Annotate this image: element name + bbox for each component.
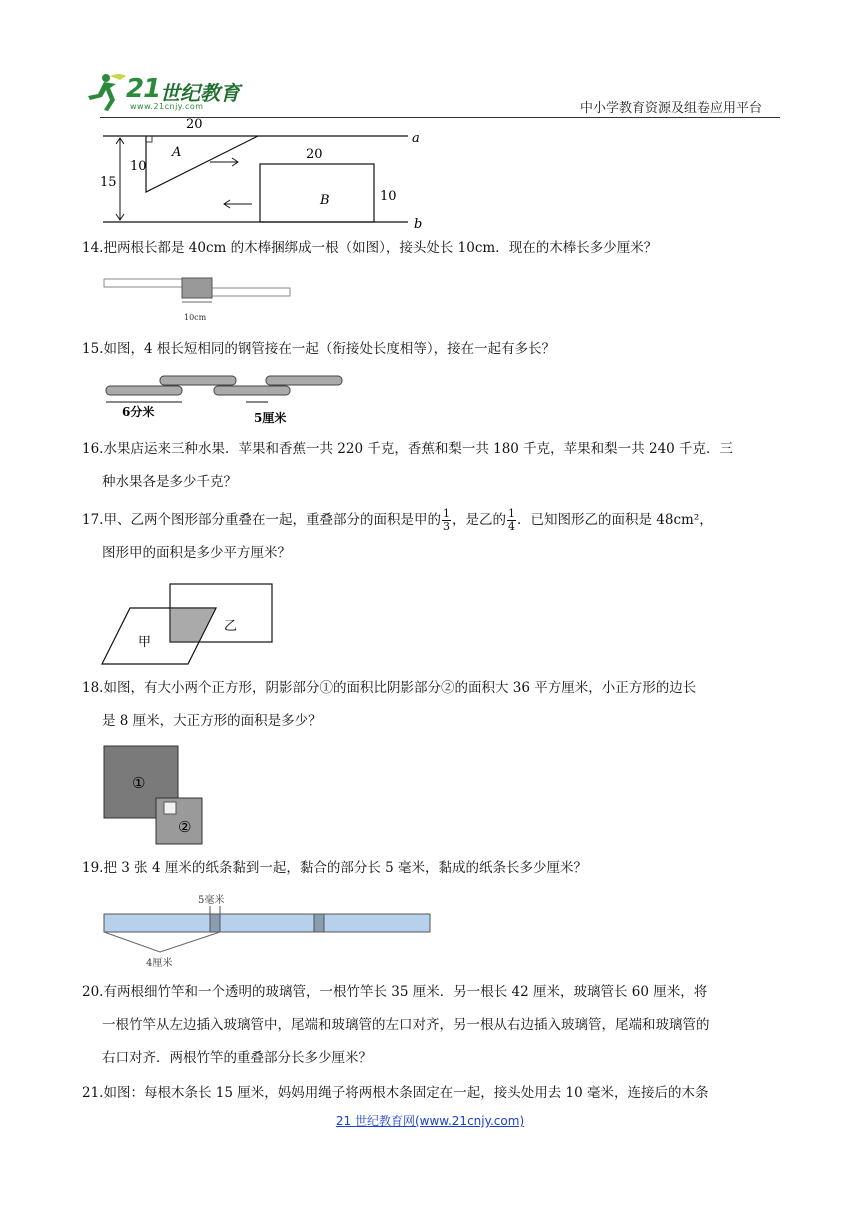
fig19-top-label: 5毫米: [198, 895, 225, 906]
question-text-line2: 图形甲的面积是多少平方厘米？: [102, 545, 291, 561]
frac-den: 4: [507, 520, 515, 533]
question-text: 把 3 张 4 厘米的纸条黏到一起，黏合的部分长 5 毫米，黏成的纸条长多少厘米？: [103, 860, 587, 876]
question-text-line1: 水果店运来三种水果．苹果和香蕉一共 220 千克，香蕉和梨一共 180 千克，苹果和梨一共 240 千克．三: [103, 441, 734, 457]
figure-18: [102, 744, 212, 848]
question-text-line2: 一根竹竿从左边插入玻璃管中，尾端和玻璃管的左口对齐，另一根从右边插入玻璃管，尾端和玻璃管的: [102, 1017, 710, 1033]
question-18: [82, 672, 782, 738]
question-14: [82, 232, 782, 265]
triangle-side-10-label: 10: [130, 159, 147, 174]
question-number: 16.: [82, 441, 104, 457]
question-text: 如图，4 根长短相同的钢管接在一起（衔接处长度相等），接在一起有多长？: [103, 341, 556, 357]
question-text-line2: 种水果各是多少千克？: [102, 474, 237, 490]
question-text-c: ．已知图形乙的面积是 48cm²，: [516, 512, 713, 528]
fig14-label: 10cm: [184, 313, 207, 322]
region-2-label: ②: [178, 818, 192, 836]
figure-15: [102, 372, 352, 428]
logo-number: 21: [126, 74, 161, 104]
figure-19: [102, 888, 434, 972]
question-number: 14.: [82, 240, 104, 256]
question-text-line1: 如图：每根木条长 15 厘米，妈妈用绳子将两根木条固定在一起，接头处用去 10 毫米，连接后的木条: [103, 1085, 709, 1101]
fig15-label-a: 6分米: [122, 405, 155, 419]
figure-14: [100, 274, 300, 326]
question-16: [82, 433, 782, 499]
question-20: [82, 976, 782, 1075]
fig19-bottom-label: 4厘米: [146, 958, 173, 969]
runner-icon: [80, 70, 130, 112]
question-19: [82, 852, 782, 885]
fraction-one-third: [442, 508, 451, 533]
shape-a-label: A: [172, 145, 182, 160]
region-1-label: ①: [132, 774, 146, 792]
shape-yi-label: 乙: [224, 619, 238, 634]
question-text-a: 甲、乙两个图形部分重叠在一起，重叠部分的面积是甲的: [103, 512, 441, 528]
question-text-line1: 如图，有大小两个正方形，阴影部分①的面积比阴影部分②的面积大 36 平方厘米，小正方形的边长: [103, 680, 697, 696]
logo-url: www.21cnjy.com: [130, 102, 204, 111]
question-number: 15.: [82, 341, 104, 357]
height-15-label: 15: [100, 175, 117, 190]
question-number: 20.: [82, 984, 104, 1000]
frac-den: 3: [442, 520, 450, 533]
question-text: 把两根长都是 40cm 的木棒捆绑成一根（如图），接头处长 10cm．现在的木棒长多少厘米？: [103, 240, 658, 256]
frac-num: 1: [507, 507, 515, 520]
question-number: 21.: [82, 1085, 104, 1101]
fig15-label-b: 5厘米: [254, 411, 287, 425]
figure-17: [100, 582, 280, 668]
question-text-line3: 右口对齐．两根竹竿的重叠部分长多少厘米？: [102, 1050, 372, 1066]
question-text-line2: 是 8 厘米，大正方形的面积是多少？: [102, 713, 322, 729]
figure-13: [98, 114, 438, 232]
rect-top-20-label: 20: [306, 147, 323, 162]
rect-side-10-label: 10: [380, 189, 397, 204]
question-number: 19.: [82, 860, 104, 876]
frac-num: 1: [442, 507, 450, 520]
header-title: 中小学教育资源及组卷应用平台: [580, 101, 763, 116]
question-number: 18.: [82, 680, 104, 696]
question-number: 17.: [82, 512, 104, 528]
line-b-label: b: [414, 217, 423, 232]
logo-text: 世纪教育: [160, 81, 240, 105]
triangle-top-20-label: 20: [186, 117, 203, 132]
question-text-line1: 有两根细竹竿和一个透明的玻璃管，一根竹竿长 35 厘米．另一根长 42 厘米，玻璃管长 60 厘米，将: [103, 984, 708, 1000]
line-a-label: a: [412, 131, 420, 146]
footer-link[interactable]: 21 世纪教育网(www.21cnjy.com): [335, 1114, 525, 1128]
shape-b-label: B: [320, 193, 330, 208]
shape-jia-label: 甲: [138, 635, 152, 650]
question-text-b: ，是乙的: [451, 512, 506, 528]
fraction-one-quarter: [507, 508, 516, 533]
question-21: [82, 1077, 782, 1110]
question-15: [82, 333, 782, 366]
question-17: [82, 504, 782, 570]
